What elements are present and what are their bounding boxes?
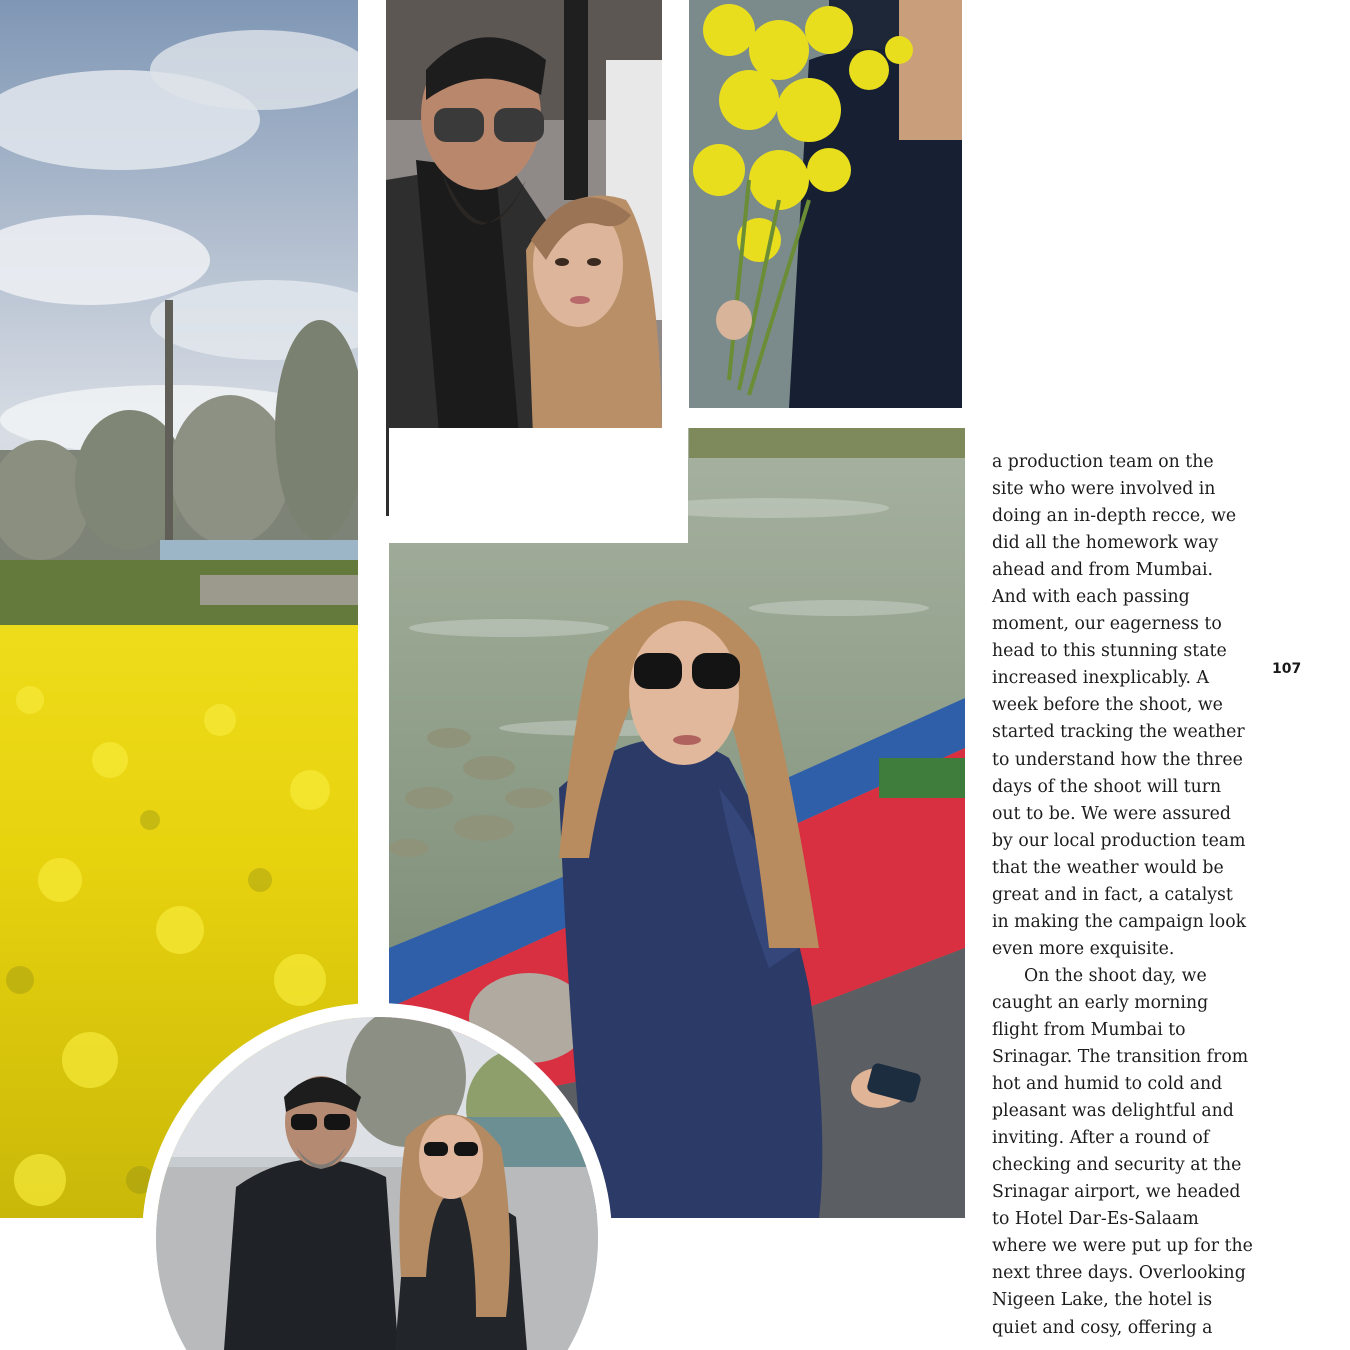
article-line: days of the shoot will turn [992,776,1222,797]
article-line: increased inexplicably. A [992,668,1210,689]
article-line: out to be. We were assured [992,803,1231,824]
article-line: quiet and cosy, offering a [992,1317,1213,1338]
article-line: that the weather would be [992,857,1224,878]
article-line: flight from Mumbai to [992,1019,1186,1040]
article-line: pleasant was delightful and [992,1101,1234,1122]
article-line: checking and security at the [992,1155,1242,1176]
article-line: head to this stunning state [992,641,1227,662]
article-line: hot and humid to cold and [992,1074,1223,1095]
article-line: in making the campaign look [992,911,1247,932]
article-line: inviting. After a round of [992,1128,1210,1149]
article-line: great and in fact, a catalyst [992,884,1233,905]
page-number: 107 [1272,661,1302,677]
article-line: did all the homework way [992,533,1219,554]
paragraph-start-line: On the shoot day, we [1024,965,1207,986]
article-line: And with each passing [992,587,1190,608]
article-line: started tracking the weather [992,722,1245,743]
layout-gutter [389,428,688,543]
article-line: moment, our eagerness to [992,614,1222,635]
article-line: ahead and from Mumbai. [992,560,1214,581]
article-line: week before the shoot, we [992,695,1223,716]
article-line: a production team on the [992,452,1214,472]
article-line: where we were put up for the [992,1236,1253,1257]
article-line: Srinagar airport, we headed [992,1182,1241,1203]
article-line: even more exquisite. [992,938,1175,959]
article-line: to Hotel Dar-Es-Salaam [992,1209,1199,1230]
article-line: Nigeen Lake, the hotel is [992,1290,1213,1311]
article-line: Srinagar. The transition from [992,1047,1249,1068]
article-line: site who were involved in [992,479,1216,500]
article-line: caught an early morning [992,992,1209,1013]
article-line: to understand how the three [992,749,1243,770]
article-body [992,449,1282,1342]
article-line: by our local production team [992,830,1246,851]
article-line: doing an in-depth recce, we [992,506,1237,527]
article-line: next three days. Overlooking [992,1263,1246,1284]
yellow-flowers-photo [689,0,962,408]
